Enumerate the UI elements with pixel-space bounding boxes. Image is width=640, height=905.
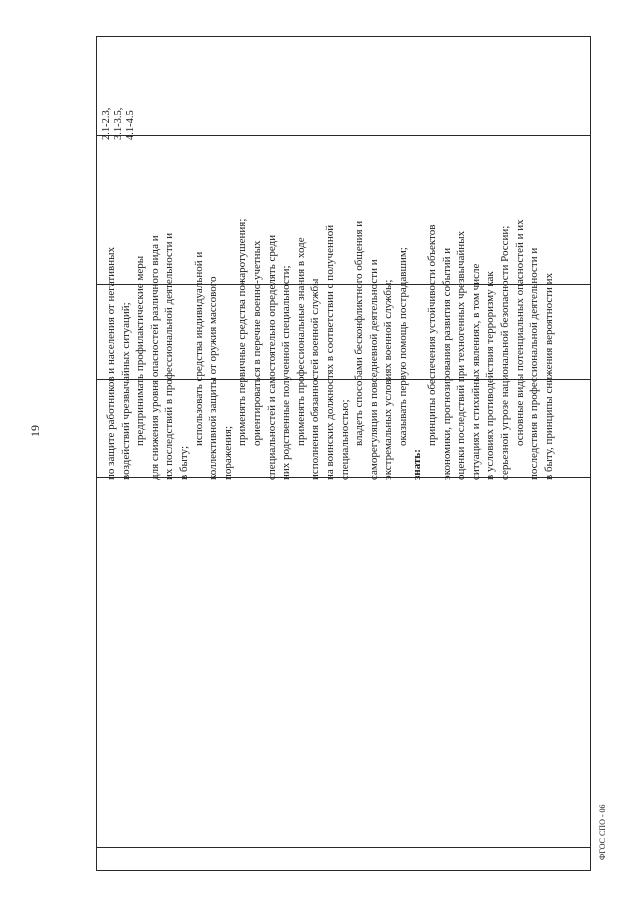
text-line: специальностей и самостоятельно определять среди xyxy=(265,234,278,480)
text-line: оказывать первую помощь пострадавшим; xyxy=(396,247,409,446)
text-line: ситуациях и стихийных явлениях, в том числе xyxy=(469,263,482,480)
text-line: для снижения уровня опасностей различного вида и xyxy=(148,235,161,480)
text-line: серьезной угрозе национальной безопасности России; xyxy=(499,225,512,480)
text-line: исполнения обязанностей военной службы xyxy=(309,278,322,480)
text-line: ориентироваться в перечне военно-учетных xyxy=(250,240,263,446)
text-line: коллективной защиты от оружия массового xyxy=(207,276,220,480)
text-line: оценки последствий при техногенных чрезвычайных xyxy=(455,230,468,480)
text-line: в быту, принципы снижения вероятности их xyxy=(542,272,555,480)
text-line: знать: xyxy=(411,449,424,480)
footer-code: ФГОС СПО - 06 xyxy=(598,804,607,860)
column-divider xyxy=(97,847,590,848)
text-line: на воинских должностях в соответствии с полученной xyxy=(323,224,336,480)
skills-knowledge-cell xyxy=(104,40,558,480)
text-line: воздействий чрезвычайных ситуаций; xyxy=(119,302,132,480)
text-line: экономики, прогнозирования развития событий и xyxy=(440,247,453,480)
text-line: в условиях противодействия терроризму как xyxy=(484,271,497,480)
competence-code: 2.1-2.3, xyxy=(101,107,112,140)
text-line: в быту; xyxy=(177,445,190,480)
text-line: поражения; xyxy=(221,426,234,480)
text-line: них родственные полученной специальности; xyxy=(280,265,293,480)
text-line: применять первичные средства пожаротушения; xyxy=(236,218,249,446)
text-line: владеть способами бесконфликтного общения и xyxy=(353,220,366,446)
text-line: по защите работников и населения от негативных xyxy=(105,246,117,480)
competence-code: 3.1-3.5, xyxy=(113,107,124,140)
text-line: специальностью; xyxy=(338,399,351,480)
text-line: саморегуляции в повседневной деятельности и xyxy=(367,259,380,480)
text-line: их последствий в профессиональной деятельности и xyxy=(163,232,176,480)
competence-code: 4.1-4.5 xyxy=(125,110,136,140)
text-line: принципы обеспечения устойчивости объектов xyxy=(426,224,439,446)
text-line: использовать средства индивидуальной и xyxy=(192,251,205,446)
text-line: экстремальных условиях военной службы; xyxy=(382,279,395,480)
text-line: предпринимать профилактические меры xyxy=(134,255,147,446)
page-number: 19 xyxy=(28,425,42,437)
text-line: применять профессиональные знания в ходе xyxy=(294,237,307,446)
text-line: основные виды потенциальных опасностей и их xyxy=(513,219,526,446)
text-line: последствия в профессиональной деятельности и xyxy=(528,247,541,480)
